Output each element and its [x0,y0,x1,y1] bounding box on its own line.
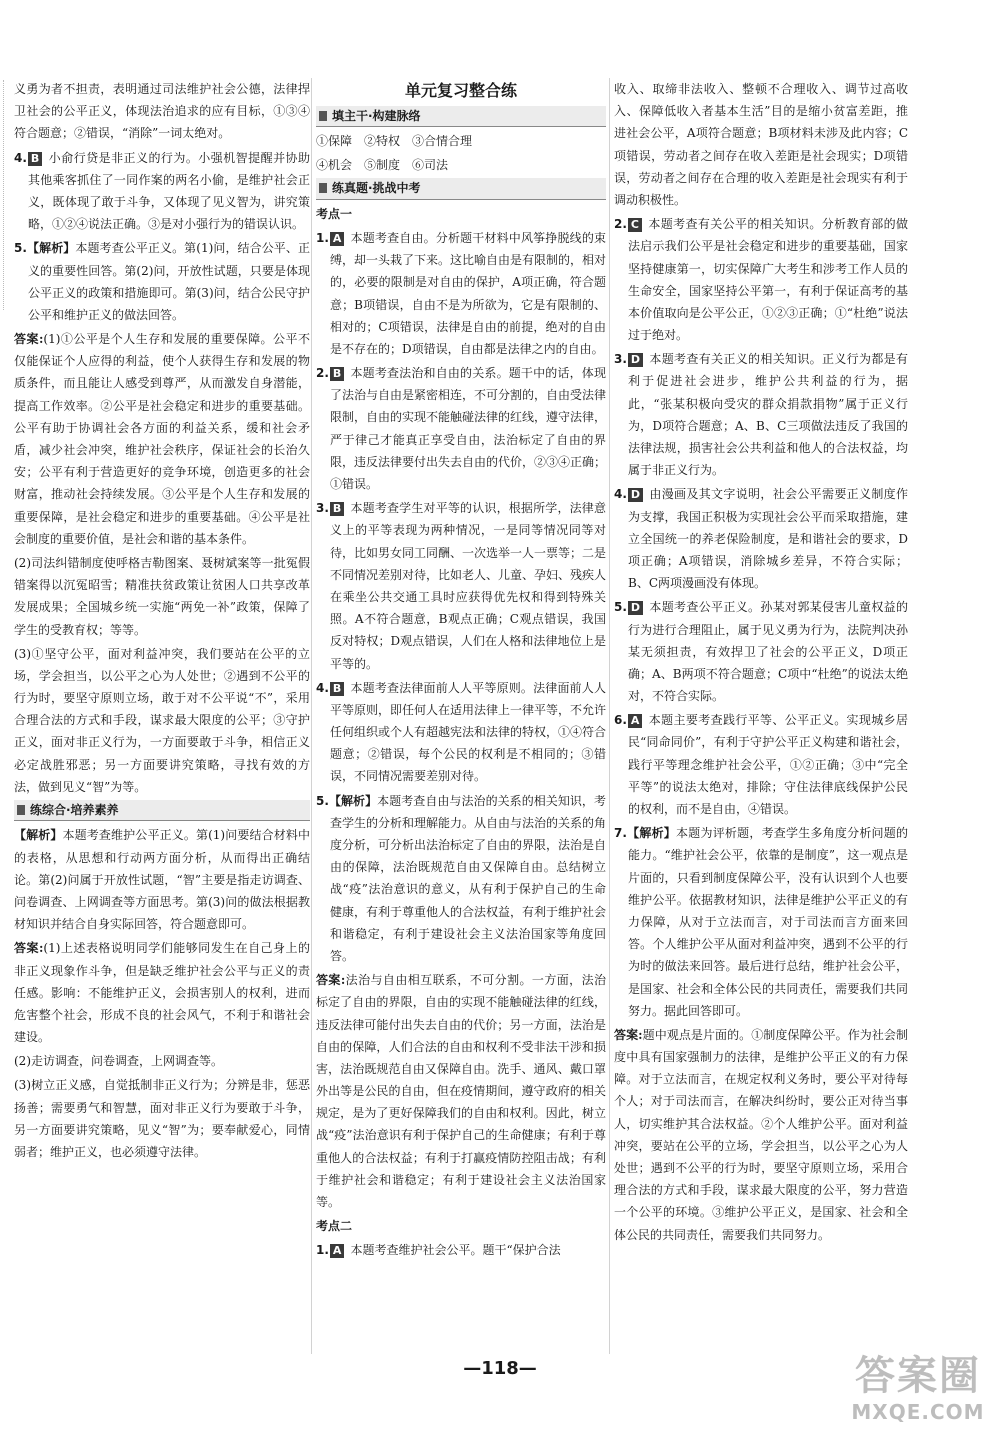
fill-answers-line: ④机会 ⑤制度 ⑥司法 [316,158,449,173]
section-heading: 练真题·挑战中考 [316,178,606,199]
question-3: 3. B 本题考查学生对平等的认识，根据所学，法律意义上的平等表现为两种情况，一是同等情况同等对待，比如男女同工同酬、一次选举一人一票等；二是不同情况差别对待，比如老人、儿童、孕妇、残疾人在乘坐公共交通工具时应获得优先权和得到特殊关照。A不符合题意，B观点正确；C观点错误，我国反对特权；D观点错误，人们在人格和法律地位上是平等的。 [316,501,606,671]
question-1: 1. A 本题考查自由。分析题干材料中风筝挣脱线的束缚，却一头栽了下来。这比喻自由是有限制的，相对的，必要的限制是对自由的保护，A项正确，符合题意；B项错误，自由不是为所欲为，它是有限制的、相对的；C项错误，法律是自由的前提，绝对的自由是不存在的；D项错误，自由都是法律之内的自由。 [316,230,606,356]
analysis-block: 【解析】本题考查维护公平正义。第(1)问要结合材料中的表格，从思想和行动两方面分析，从而得出正确结论。第(2)问属于开放性试题，“智”主要是指走访调查、问卷调查、上网调查等方面思考。第(3)问的做法根据教材知识并结合自身实际回答，符合题意即可。 [14,828,310,932]
answer-badge: D [628,353,643,367]
question-2: 2. C 本题考查有关公平的相关知识。分析教育部的做法启示我们公平是社会稳定和进步的重要基础，国家坚持健康第一，切实保障广大考生和涉考工作人员的生命安全，国家坚持公平第一，有利于保证高考的基本价值取向是公平公正，①②③正确；①“杜绝”说法过于绝对。 [614,217,908,343]
section-marker-icon [17,805,25,815]
column-right [614,78,908,1354]
paragraph: 收入、取缔非法收入、整顿不合理收入、调节过高收入、保障低收入者基本生活”目的是缩小贫富差距，推进社会公平，A项符合题意；B项材料未涉及此内容；C项错误，劳动者之间存在收入差距是社会现实；D项错误，劳动者之间存在合理的收入差距是社会现实有利于调动积极性。 [614,82,908,207]
fill-answers-line: ①保障 ②特权 ③合情合理 [316,133,473,148]
column-divider [311,78,312,1354]
section-marker-icon [319,183,327,193]
question-5: 5. D 本题考查公平正义。孙某对郭某侵害儿童权益的行为进行合理阻止，属于见义勇为行为，法院判决孙某无须担责，有效捍卫了社会的公平正义，D项正确；A、B两项不符合题意；C项中“杜绝”的说法太绝对，不符合实际。 [614,600,908,704]
binding-edge-marks [3,80,10,310]
section-heading: 练综合·培养素养 [14,800,310,821]
answer-badge: B [330,682,344,696]
key-point-heading: 考点一 [316,206,353,221]
answer-block: 答案:(1)上述表格说明同学们能够同发生在自己身上的非正义现象作斗争，但是缺乏维护社会公平与正义的责任感。影响：不能维护正义，会损害别人的权利，进而危害整个社会，形成不良的社会风气，不利于和谐社会建设。 [14,941,310,1045]
answer-badge: B [330,367,344,381]
column-left [14,78,310,1354]
answer-block: 答案:题中观点是片面的。①制度保障公平。作为社会制度中具有国家强制力的法律，是维护公平正义的有力保障。对于立法而言，在规定权利义务时，要公平对待每个人；对于司法而言，在解决纠纷时，要公正对待当事人，切实维护其合法权益。②个人维护公平。面对利益冲突，要站在公平的立场，学会担当，以公平之心为人处世；遇到不公平的行为时，要坚守原则立场，采用合理合法的方式和手段，谋求最大限度的公平，努力营造一个公平的环境。③维护公平正义，是国家、社会和全体公民的共同责任，需要我们共同努力。 [614,1027,908,1242]
question-6: 6. A 本题主要考查践行平等、公平正义。实现城乡居民“同命同价”，有利于守护公平正义构建和谐社会，践行平等理念维护社会公平，①②正确；③中“完全平等”的说法太绝对，排除；守住法律底线保护公民的权利，而不是自由，④错误。 [614,713,908,816]
answer-badge: D [628,488,643,502]
question-4: 4. B 本题考查法律面前人人平等原则。法律面前人人平等原则，即任何人在适用法律上一律平等，不允许任何组织或个人有超越宪法和法律的特权，①④符合题意；②错误，每个公民的权利是不相同的；③错误，不同情况需要差别对待。 [316,680,606,784]
answer-part-3: (3)树立正义感，自觉抵制非正义行为；分辨是非，惩恶扬善；需要勇气和智慧，面对非正义行为要敢于斗争，另一方面要讲究策略，见义“智”为；要奉献爱心，同情弱者；维护正义，也必须遵守法律。 [14,1078,310,1160]
section-heading: 填主干·构建脉络 [316,106,606,127]
section-marker-icon [319,111,327,121]
answer-block: 答案:(1)①公平是个人生存和发展的重要保障。公平不仅能保证个人应得的利益，使个人获得生存和发展的物质条件，而且能让人感受到尊严，从而激发自身潜能，提高工作效率。②公平是社会稳定和进步的重要基础。公平有助于协调社会各方面的利益关系，缓和社会矛盾，减少社会冲突，维护社会秩序，保证社会的长治久安；公平有利于营造更好的竞争环境，创造更多的社会财富，推动社会持续发展。③公平是个人生存和发展的重要保障，是社会稳定和进步的重要基础。④公平是社会制度的重要价值，是社会和谐的基本条件。 [14,332,310,546]
question-5: 5.【解析】本题考查公平正义。第(1)问，结合公平、正义的重要性回答。第(2)问，开放性试题，只要是体现公平正义的政策和措施即可。第(3)问，结合公民守护公平和维护正义的做法回答。 [14,241,310,322]
watermark-url: MXQE.COM [851,1400,985,1424]
column-middle [316,78,606,1354]
answer-badge: B [28,152,42,166]
column-divider [609,78,610,1354]
answer-block: 答案:法治与自由相互联系，不可分割。一方面，法治标定了自由的界限，自由的实现不能触碰法律的红线，违反法律可能付出失去自由的代价；另一方面，法治是自由的保障，人们合法的自由和权利不受非法干涉和损害，法治既规范自由又保障自由。洗手、通风、戴口罩外出等是公民的自由，但在疫情期间，遵守政府的相关规定，是为了更好保障我们的自由和权利。因此，树立战“疫”法治意识有利于保护自己的生命健康；有利于尊重他人的合法权益；有利于打赢疫情防控阻击战；有利于维护社会和谐稳定；有利于建设社会主义法治国家等。 [316,973,606,1209]
answer-badge: D [628,601,643,615]
page-title: 单元复习整合练 [404,81,517,100]
answer-badge: A [330,232,345,246]
question-7: 7.【解析】本题为评析题，考查学生多角度分析问题的能力。“维护社会公平，依靠的是制度”，这一观点是片面的，只看到制度保障公平，没有认识到个人也要维护公平。依据教材知识，法律是维护公平正义的有力保障，从对于立法而言，对于司法而言方面来回答。个人维护公平从面对利益冲突，遇到不公平的行为时的做法来回答。最后进行总结，维护社会公平，是国家、社会和全体公民的共同责任，需要我们共同努力。据此回答即可。 [614,826,908,1018]
watermark-logo-text: 答案圈 [855,1353,981,1399]
page-number: —118— [463,1358,537,1379]
answer-badge: B [330,502,344,516]
question-4: 4. B 小俞行贷是非正义的行为。小强机智提醒并协助其他乘客抓住了一同作案的两名小偷，是维护社会正义，既体现了敢于斗争，又体现了见义智为，讲究策略，①②④说法正确。③是对小强行为的错误认识。 [14,150,310,232]
key-point-heading: 考点二 [316,1219,353,1234]
answer-part-3: (3)①坚守公平，面对利益冲突，我们要站在公平的立场，学会担当，以公平之心为人处世；②遇到不公平的行为时，要坚守原则立场，敢于对不公平说“不”，采用合理合法的方式和手段，谋求最大限度的公平；③守护正义，面对非正义行为，一方面要敢于斗争，相信正义必定战胜邪恶；另一方面要讲究策略，寻找有效的方法，做到见义“智”为等。 [14,646,310,794]
answer-badge: C [628,218,642,232]
question-4: 4. D 由漫画及其文字说明，社会公平需要正义制度作为支撑，我国正积极为实现社会公平而采取措施，建立全国统一的养老保险制度，是和谐社会的要求，D项正确；A项错误，消除城乡差异，不符合实际；B、C两项漫画没有体现。 [614,487,908,591]
answer-part-2: (2)司法纠错制度使呼格吉勒图案、聂树斌案等一批冤假错案得以沉冤昭雪；精准扶贫政策让贫困人口共享改革发展成果；全国城乡统一实施“两免一补”政策，保障了学生的受教育权；等等。 [14,555,310,637]
answer-part-2: (2)走访调查，问卷调查，上网调查等。 [14,1054,223,1069]
site-watermark [842,1352,994,1434]
answer-badge: A [628,714,643,728]
question-5: 5.【解析】本题考查自由与法治的关系的相关知识，考查学生的分析和理解能力。从自由与法治的关系的角度分析，可分析出法治标定了自由的界限，法治是自由的保障，法治既规范自由又保障自由。总结树立战“疫”法治意识的意义，从有利于保护自己的生命健康，有利于尊重他人的合法权益，有利于维护社会和谐稳定，有利于建设社会主义法治国家等角度回答。 [316,793,606,963]
paragraph: 义勇为者不担责，表明通过司法维护社会公德，法律捍卫社会的公平正义，体现法治追求的应有目标，①③④符合题意；②错误，“消除”一词太绝对。 [14,82,310,141]
question-1: 1. A 本题考查维护社会公平。题干“保护合法 [316,1243,561,1258]
question-2: 2. B 本题考查法治和自由的关系。题干中的话，体现了法治与自由是紧密相连，不可分割的，自由受法律限制，自由的实现不能触碰法律的红线，遵守法律，严于律己才能真正享受自由，法治标定了自由的界限，违反法律要付出失去自由的代价，②③④正确；①错误。 [316,366,606,491]
question-3: 3. D 本题考查有关正义的相关知识。正义行为都是有利于促进社会进步，维护公共利益的行为，据此，“张某积极向受灾的群众捐款捐物”属于正义行为，D项符合题意；A、B、C三项做法违反了我国的法律法规，损害社会公共利益和他人的合法权益，均属于非正义行为。 [614,352,908,478]
answer-badge: A [330,1244,345,1258]
